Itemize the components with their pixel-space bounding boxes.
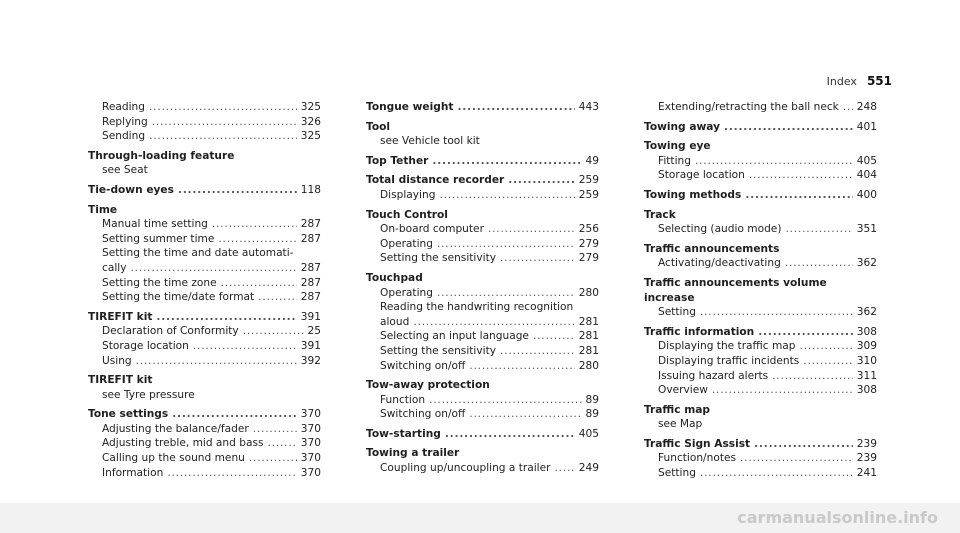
index-subentry — [88, 324, 321, 339]
entry-page-number: 279 — [578, 252, 599, 265]
entry-page-number: 259 — [578, 174, 599, 187]
index-subentry — [88, 276, 321, 291]
entry-page-number: 287 — [300, 276, 321, 289]
index-subentry — [366, 407, 599, 422]
dot-leader — [193, 339, 297, 354]
entry-text: Activating/deactivating — [658, 257, 781, 270]
dot-leader — [745, 188, 852, 203]
entry-page-number: 279 — [578, 237, 599, 250]
index-subentry — [644, 417, 877, 432]
index-subentry — [366, 344, 599, 359]
entry-text: Extending/retracting the ball neck — [658, 101, 839, 113]
entry-page-number: 309 — [856, 340, 877, 353]
dot-leader — [724, 120, 853, 135]
index-entry — [88, 373, 321, 388]
entry-text: Tie-down eyes — [88, 183, 174, 196]
entry-page-number: 325 — [300, 101, 321, 113]
entry-page-number: 370 — [300, 408, 321, 421]
dot-leader — [457, 100, 574, 115]
entry-page-number: 362 — [856, 306, 877, 319]
entry-text: Adjusting the balance/fader — [102, 422, 249, 435]
dot-leader — [167, 466, 296, 481]
entry-text: Towing eye — [644, 140, 711, 153]
index-entry — [644, 120, 877, 135]
index-entry — [644, 325, 877, 340]
entry-page-number: 287 — [300, 291, 321, 304]
index-subentry — [366, 188, 599, 203]
entry-text: Tow-starting — [366, 427, 441, 440]
entry-text: Setting the sensitivity — [380, 252, 496, 265]
index-entry — [366, 271, 599, 286]
entry-text: see Tyre pressure — [102, 388, 195, 401]
index-entry — [644, 208, 877, 223]
dot-leader — [843, 100, 853, 115]
entry-text: Coupling up/uncoupling a trailer — [380, 462, 551, 475]
dot-leader — [136, 354, 297, 369]
entry-text: Through-loading feature — [88, 149, 235, 162]
index-entry — [644, 437, 877, 452]
index-subentry — [88, 354, 321, 369]
index-subentry — [88, 290, 321, 305]
entry-text: Top Tether — [366, 154, 429, 167]
index-subentry — [644, 168, 877, 183]
index-column-2 — [366, 100, 599, 476]
index-subentry — [366, 251, 599, 266]
dot-leader — [508, 173, 575, 188]
entry-text: Fitting — [658, 154, 691, 167]
dot-leader — [469, 407, 581, 422]
dot-leader — [469, 359, 574, 374]
index-subentry — [88, 232, 321, 247]
entry-page-number: 89 — [585, 393, 599, 406]
dot-leader — [500, 251, 575, 266]
index-entry — [644, 188, 877, 203]
index-subentry — [88, 115, 321, 130]
entry-page-number: 256 — [578, 223, 599, 236]
index-subentry — [366, 300, 599, 315]
entry-text: Calling up the sound menu — [102, 452, 245, 465]
entry-text: Sending — [102, 130, 146, 143]
index-entry — [366, 120, 599, 135]
entry-text: Overview — [658, 384, 708, 397]
index-subentry — [88, 466, 321, 481]
index-entry — [644, 276, 877, 291]
index-entry — [366, 154, 599, 169]
dot-leader — [413, 315, 574, 330]
index-column-3 — [644, 100, 877, 481]
entry-text: Traffic announcements — [644, 242, 780, 255]
entry-page-number: 443 — [578, 101, 599, 113]
index-subentry — [644, 451, 877, 466]
entry-text: Information — [102, 466, 164, 479]
entry-page-number: 310 — [856, 354, 877, 367]
index-subentry — [88, 451, 321, 466]
entry-text: Displaying — [380, 188, 436, 201]
entry-text: Reading the handwriting recognition — [380, 301, 574, 314]
index-subentry — [88, 163, 321, 178]
dot-leader — [754, 437, 853, 452]
entry-text: increase — [644, 291, 695, 304]
dot-leader — [439, 188, 574, 203]
entry-page-number: 239 — [856, 437, 877, 450]
entry-text: Replying — [102, 115, 148, 128]
index-entry — [366, 173, 599, 188]
index-entry — [88, 183, 321, 198]
dot-leader — [700, 305, 853, 320]
entry-page-number: 370 — [300, 466, 321, 479]
dot-leader — [500, 344, 575, 359]
entry-page-number: 308 — [856, 325, 877, 338]
index-subentry — [88, 339, 321, 354]
entry-text: Operating — [380, 237, 433, 250]
entry-text: Tow-away protection — [366, 379, 490, 392]
dot-leader — [429, 393, 581, 408]
entry-text: Function/notes — [658, 452, 737, 465]
entry-text: aloud — [380, 315, 410, 328]
entry-text: TIREFIT kit — [88, 310, 153, 323]
dot-leader — [700, 466, 853, 481]
index-entry — [644, 139, 877, 154]
entry-text: cally — [102, 261, 127, 274]
index-subentry — [644, 305, 877, 320]
entry-text: Setting the sensitivity — [380, 344, 496, 357]
entry-page-number: 287 — [300, 261, 321, 274]
entry-text: Setting — [658, 467, 696, 480]
dot-leader — [437, 237, 575, 252]
entry-text: Reading — [102, 101, 146, 113]
dot-leader — [152, 115, 297, 130]
index-entry — [366, 208, 599, 223]
index-entry — [644, 242, 877, 257]
entry-page-number: 405 — [856, 154, 877, 167]
dot-leader — [212, 217, 297, 232]
index-subentry — [644, 256, 877, 271]
entry-page-number: 239 — [856, 452, 877, 465]
page-header — [827, 74, 892, 88]
index-subentry — [644, 369, 877, 384]
index-subentry — [88, 422, 321, 437]
entry-page-number: 400 — [856, 188, 877, 201]
entry-text: TIREFIT kit — [88, 374, 153, 387]
entry-page-number: 241 — [856, 467, 877, 480]
dot-leader — [156, 310, 296, 325]
entry-page-number: 308 — [856, 384, 877, 397]
dot-leader — [695, 154, 853, 169]
index-subentry — [366, 222, 599, 237]
entry-text: Issuing hazard alerts — [658, 369, 769, 382]
index-entry — [366, 378, 599, 393]
entry-text: see Vehicle tool kit — [380, 135, 480, 148]
dot-leader — [249, 451, 297, 466]
dot-leader — [172, 407, 297, 422]
entry-page-number: 404 — [856, 169, 877, 182]
entry-text: Towing a trailer — [366, 447, 460, 460]
index-subentry — [644, 100, 877, 115]
dot-leader — [488, 222, 575, 237]
entry-page-number: 118 — [300, 183, 321, 196]
index-subentry — [88, 388, 321, 403]
index-subentry — [88, 261, 321, 276]
index-subentry — [644, 466, 877, 481]
entry-text: Touch Control — [366, 208, 448, 221]
entry-text: Adjusting treble, mid and bass — [102, 437, 264, 450]
entry-text: Setting — [658, 306, 696, 319]
entry-text: Setting the time and date automati- — [102, 247, 294, 260]
index-subentry — [644, 154, 877, 169]
dot-leader — [740, 451, 853, 466]
index-entry — [88, 310, 321, 325]
entry-text: see Map — [658, 418, 703, 431]
index-subentry — [366, 359, 599, 374]
index-subentry — [644, 339, 877, 354]
entry-text: Storage location — [102, 339, 189, 352]
index-label: Index — [826, 75, 857, 88]
entry-page-number: 249 — [578, 462, 599, 475]
dot-leader — [772, 369, 853, 384]
entry-text: Tool — [366, 120, 391, 133]
index-entry — [88, 407, 321, 422]
entry-text: see Seat — [102, 164, 148, 177]
index-subentry — [88, 246, 321, 261]
entry-text: Traffic announcements volume — [644, 276, 827, 289]
dot-leader — [785, 222, 852, 237]
entry-page-number: 311 — [856, 369, 877, 382]
entry-text: Towing away — [644, 120, 720, 133]
index-subentry — [88, 100, 321, 115]
entry-text: Setting the time zone — [102, 276, 217, 289]
index-subentry — [366, 237, 599, 252]
entry-text: Using — [102, 354, 132, 367]
index-entry — [88, 149, 321, 164]
dot-leader — [218, 232, 296, 247]
entry-page-number: 401 — [856, 120, 877, 133]
entry-text: Total distance recorder — [366, 174, 505, 187]
entry-text: Setting summer time — [102, 232, 215, 245]
entry-text: Displaying the traffic map — [658, 340, 796, 353]
entry-page-number: 370 — [300, 422, 321, 435]
entry-text: Traffic Sign Assist — [644, 437, 751, 450]
dot-leader — [149, 129, 297, 144]
index-entry — [644, 291, 877, 306]
index-entry — [88, 203, 321, 218]
entry-page-number: 325 — [300, 130, 321, 143]
dot-leader — [749, 168, 853, 183]
entry-page-number: 287 — [300, 232, 321, 245]
entry-text: Selecting an input language — [380, 330, 529, 343]
entry-text: Function — [380, 393, 426, 406]
index-subentry — [88, 129, 321, 144]
entry-text: Storage location — [658, 169, 745, 182]
entry-page-number: 49 — [585, 154, 599, 167]
entry-text: Switching on/off — [380, 359, 466, 372]
dot-leader — [803, 354, 852, 369]
entry-page-number: 280 — [578, 286, 599, 299]
index-subentry — [644, 383, 877, 398]
entry-page-number: 281 — [578, 330, 599, 343]
entry-page-number: 362 — [856, 257, 877, 270]
entry-text: Towing methods — [644, 188, 742, 201]
entry-page-number: 287 — [300, 218, 321, 231]
dot-leader — [243, 324, 304, 339]
entry-page-number: 280 — [578, 359, 599, 372]
entry-page-number: 281 — [578, 315, 599, 328]
entry-text: Setting the time/date format — [102, 291, 255, 304]
entry-page-number: 405 — [578, 427, 599, 440]
entry-page-number: 25 — [307, 325, 321, 338]
entry-page-number: 392 — [300, 354, 321, 367]
entry-page-number: 89 — [585, 408, 599, 421]
index-column-1 — [88, 100, 321, 480]
entry-page-number: 326 — [300, 115, 321, 128]
entry-text: Switching on/off — [380, 408, 466, 421]
dot-leader — [221, 276, 297, 291]
page-number: 551 — [866, 74, 892, 88]
index-subentry — [644, 354, 877, 369]
dot-leader — [437, 286, 575, 301]
entry-page-number: 259 — [578, 188, 599, 201]
entry-page-number: 248 — [856, 101, 877, 113]
index-subentry — [366, 329, 599, 344]
entry-page-number: 351 — [856, 223, 877, 236]
index-subentry — [366, 315, 599, 330]
index-entry — [366, 446, 599, 461]
index-subentry — [644, 222, 877, 237]
index-subentry — [366, 461, 599, 476]
entry-text: Tongue weight — [366, 101, 454, 113]
entry-page-number: 391 — [300, 339, 321, 352]
index-subentry — [366, 134, 599, 149]
index-entry — [366, 427, 599, 442]
index-entry — [366, 100, 599, 115]
dot-leader — [258, 290, 297, 305]
dot-leader — [800, 339, 853, 354]
entry-text: Traffic map — [644, 403, 710, 416]
dot-leader — [268, 436, 297, 451]
dot-leader — [785, 256, 853, 271]
entry-text: Tone settings — [88, 408, 169, 421]
entry-text: Traffic information — [644, 325, 755, 338]
entry-text: Displaying traffic incidents — [658, 354, 800, 367]
index-subentry — [366, 393, 599, 408]
index-subentry — [88, 436, 321, 451]
entry-page-number: 370 — [300, 452, 321, 465]
entry-page-number: 391 — [300, 310, 321, 323]
index-subentry — [366, 286, 599, 301]
entry-text: Declaration of Conformity — [102, 325, 239, 338]
entry-text: Track — [644, 208, 676, 221]
dot-leader — [445, 427, 575, 442]
entry-text: Time — [88, 203, 118, 216]
entry-text: On-board computer — [380, 223, 484, 236]
dot-leader — [149, 100, 297, 115]
dot-leader — [432, 154, 581, 169]
dot-leader — [555, 461, 575, 476]
entry-page-number: 281 — [578, 344, 599, 357]
entry-text: Selecting (audio mode) — [658, 223, 782, 236]
dot-leader — [712, 383, 853, 398]
entry-text: Touchpad — [366, 271, 423, 284]
dot-leader — [758, 325, 853, 340]
index-subentry — [88, 217, 321, 232]
dot-leader — [253, 422, 297, 437]
index-entry — [644, 403, 877, 418]
entry-text: Manual time setting — [102, 218, 208, 231]
dot-leader — [533, 329, 575, 344]
dot-leader — [130, 261, 296, 276]
dot-leader — [178, 183, 297, 198]
entry-text: Operating — [380, 286, 433, 299]
entry-page-number: 370 — [300, 437, 321, 450]
watermark: carmanualsonline.info — [737, 508, 938, 527]
